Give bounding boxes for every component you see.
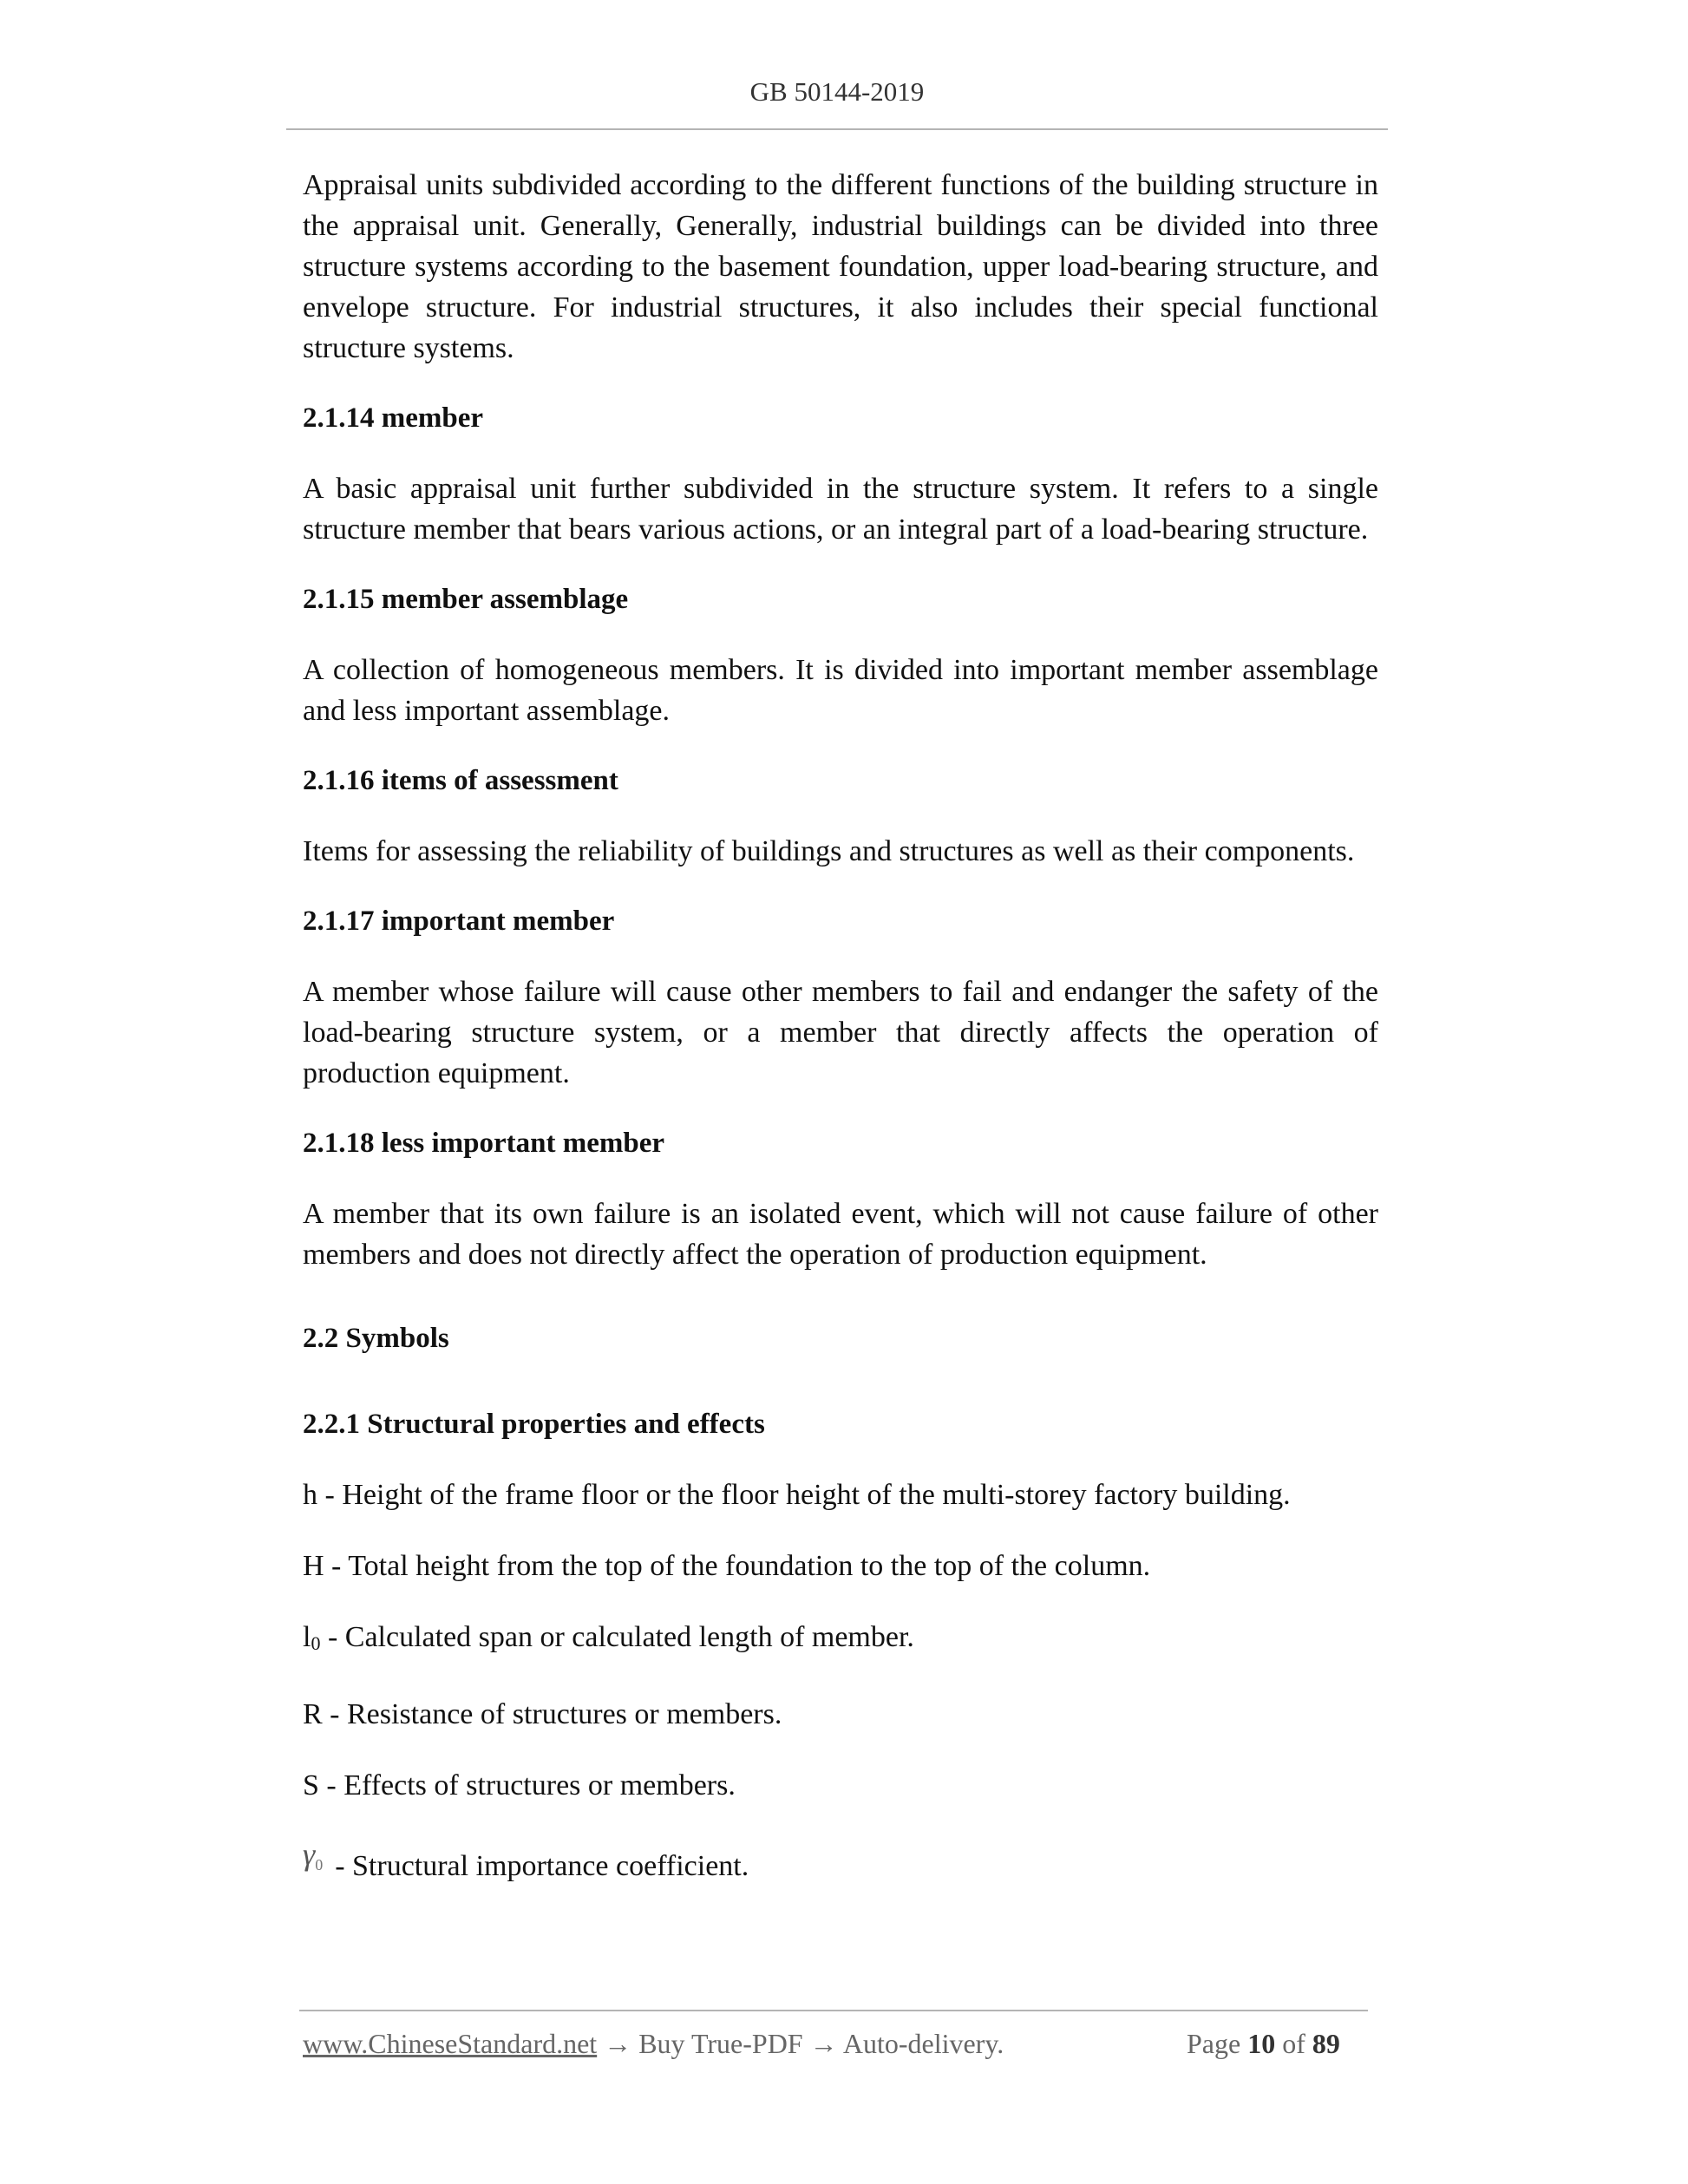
footer-divider [299, 2010, 1368, 2011]
symbol-l0-base: l [303, 1621, 311, 1653]
header-divider [286, 128, 1388, 130]
of-label: of [1282, 2028, 1305, 2059]
intro-paragraph: Appraisal units subdivided according to the different functions of the building structure in the appraisal unit. Generally, Generally, industrial buildings can be divided into three structure systems according to the basement foundation, upper load-bearing structure, and envelope structure. For industrial structures, it also includes their special functional structure systems. [303, 169, 1378, 364]
page-content [303, 165, 1378, 1896]
term-heading-member: 2.1.14 member [303, 402, 484, 434]
page-label: Page [1187, 2028, 1241, 2059]
symbol-h: h - Height of the frame floor or the floor height of the multi-storey factory building. [303, 1479, 1291, 1511]
term-text-member-assemblage: A collection of homogeneous members. It is divided into important member assemblage and less important assemblage. [303, 654, 1378, 727]
symbol-l0 [303, 1617, 1378, 1664]
term-heading-less-important-member: 2.1.18 less important member [303, 1128, 665, 1159]
arrow-icon: → [604, 2028, 632, 2059]
term-heading-items-of-assessment: 2.1.16 items of assessment [303, 765, 618, 796]
total-pages: 89 [1312, 2028, 1340, 2059]
page-number [1187, 2028, 1340, 2060]
symbol-gamma0 [303, 1837, 1378, 1896]
symbol-l0-text: - Calculated span or calculated length of member. [320, 1621, 914, 1653]
term-text-important-member: A member whose failure will cause other members to fail and endanger the safety of the load-bearing structure system, or a member that directly affects the operation of production equipment. [303, 976, 1378, 1089]
gamma-symbol-image [303, 1834, 323, 1886]
term-text-less-important-member: A member that its own failure is an isolated event, which will not cause failure of other members and does not directly affect the operation of production equipment. [303, 1198, 1378, 1271]
footer-delivery-text: Auto-delivery. [842, 2028, 1004, 2059]
subsection-heading-structural-properties: 2.2.1 Structural properties and effects [303, 1409, 765, 1440]
footer-buy-text: Buy True-PDF [638, 2028, 803, 2059]
term-text-items-of-assessment: Items for assessing the reliability of buildings and structures as well as their components. [303, 835, 1355, 867]
term-heading-member-assemblage: 2.1.15 member assemblage [303, 584, 629, 615]
arrow-icon: → [809, 2028, 838, 2059]
term-text-member: A basic appraisal unit further subdivided in the structure system. It refers to a single structure member that bears various actions, or an integral part of a load-bearing structure. [303, 473, 1378, 546]
gamma-symbol: γ [303, 1837, 316, 1872]
symbol-S: S - Effects of structures or members. [303, 1769, 736, 1801]
footer-website-link[interactable]: www.ChineseStandard.net [303, 2028, 598, 2059]
current-page: 10 [1247, 2028, 1276, 2059]
section-heading-symbols: 2.2 Symbols [303, 1323, 449, 1354]
footer-promo [303, 2028, 1004, 2060]
symbol-R: R - Resistance of structures or members. [303, 1698, 782, 1730]
document-code-header: GB 50144-2019 [749, 76, 925, 107]
gamma-subscript: 0 [315, 1856, 324, 1873]
symbol-l0-subscript: 0 [311, 1632, 321, 1654]
term-heading-important-member: 2.1.17 important member [303, 906, 615, 937]
symbol-H: H - Total height from the top of the foundation to the top of the column. [303, 1550, 1151, 1582]
gamma-text: - Structural importance coefficient. [335, 1850, 749, 1882]
